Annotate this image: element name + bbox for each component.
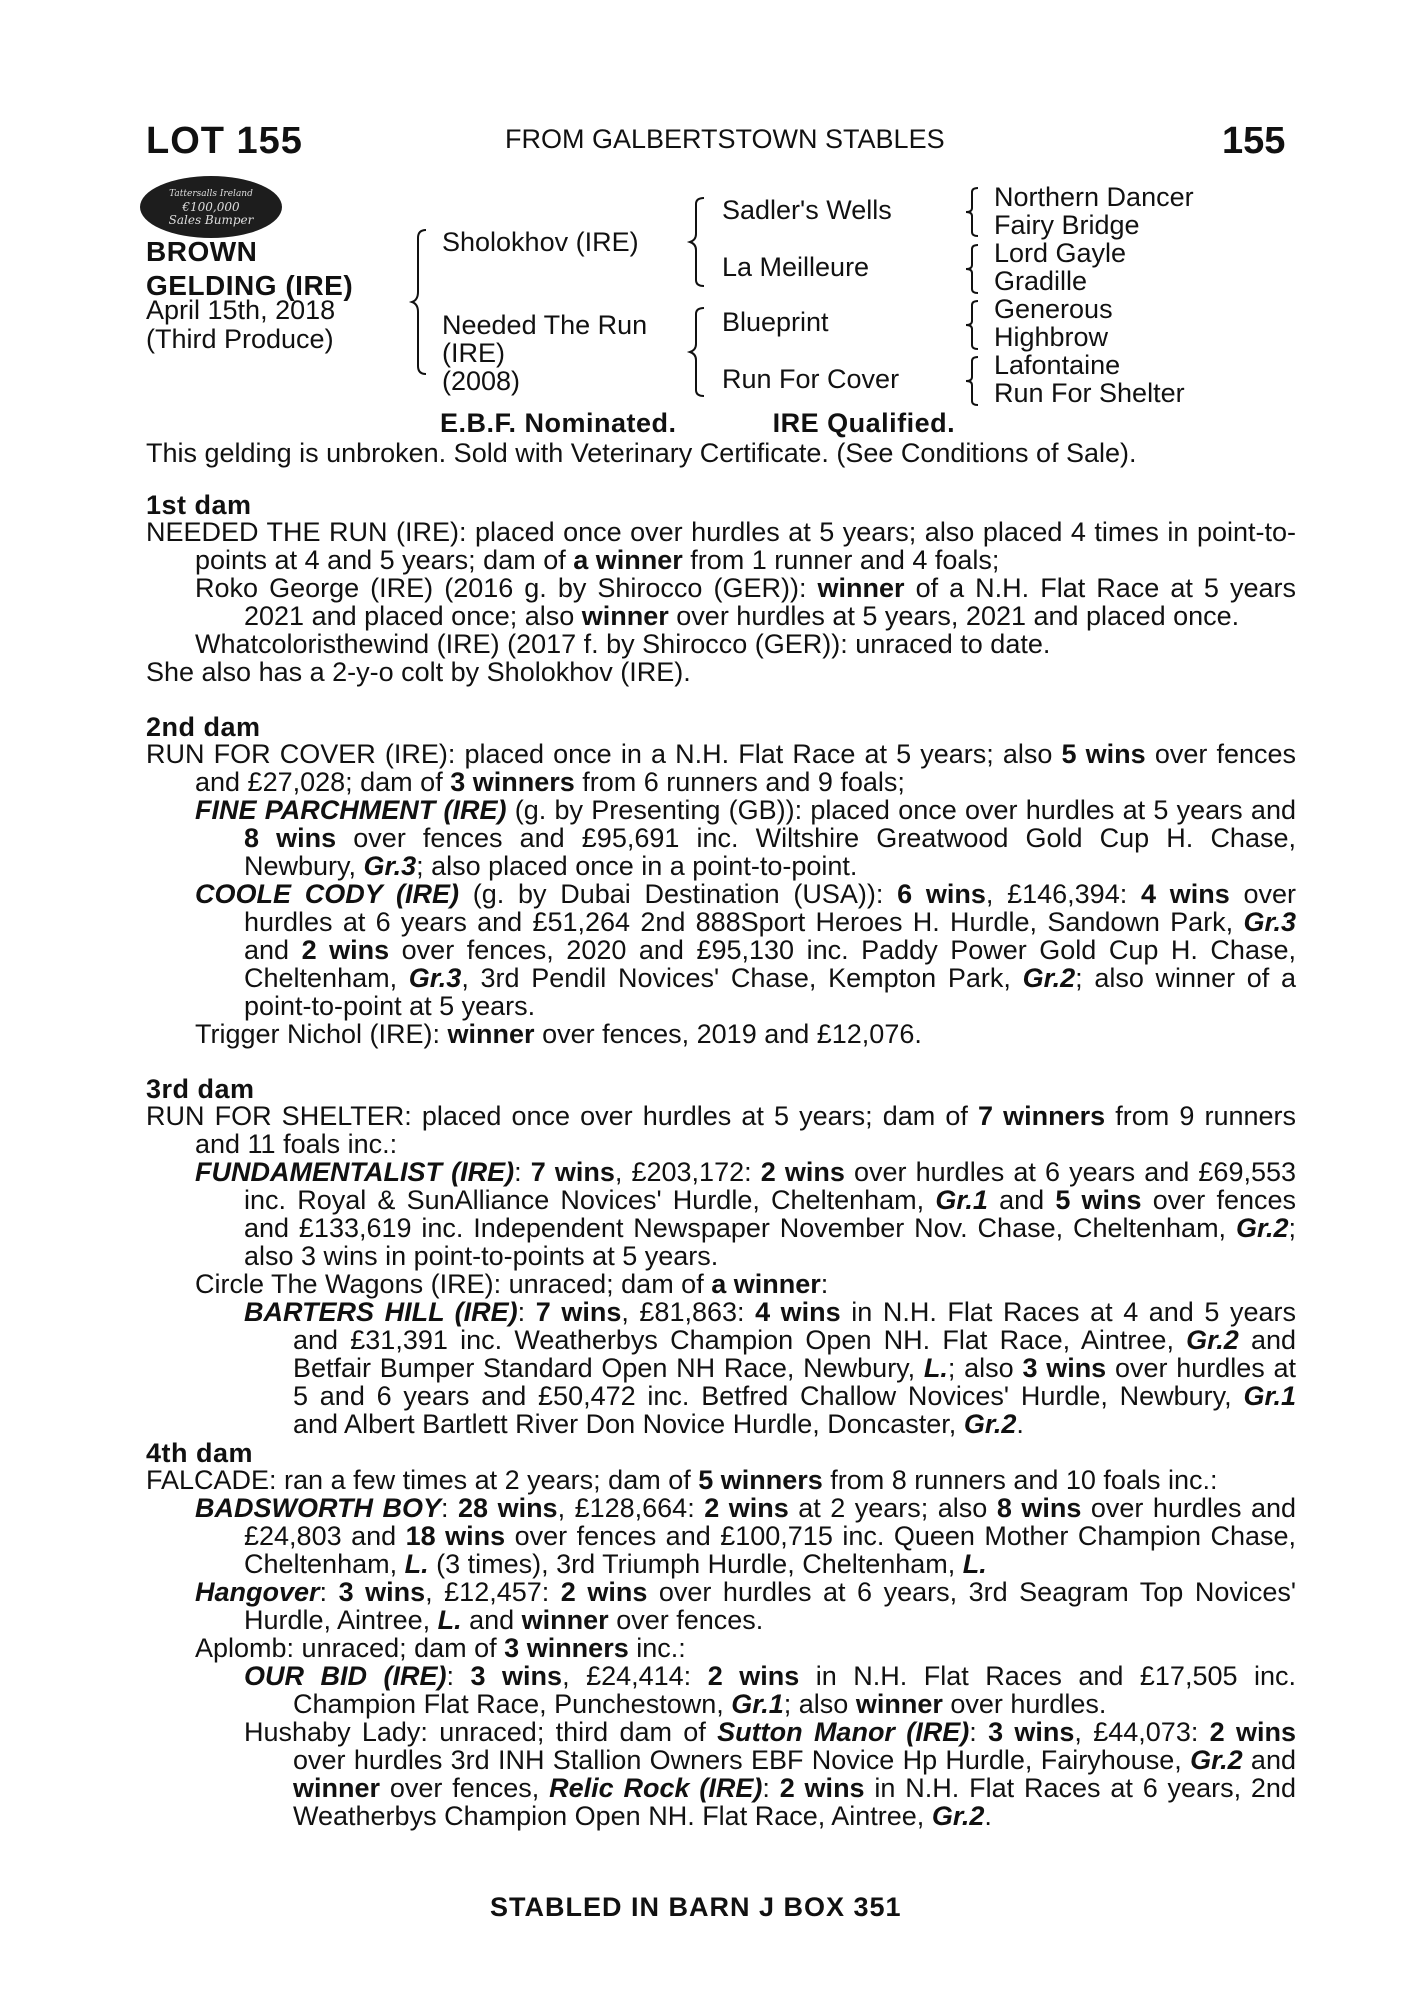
produce-number: (Third Produce) [146, 324, 334, 354]
sire-sire-sire: Northern Dancer [994, 182, 1194, 212]
second-dam-produce-3: Trigger Nichol (IRE): winner over fences, 2019 and £12,076. [195, 1019, 922, 1049]
sales-bumper-logo [140, 176, 282, 238]
third-dam-summary: RUN FOR SHELTER: placed once over hurdles at 5 years; dam of 7 winners from 9 runners and 11 foals inc.: [146, 1101, 1296, 1159]
fourth-dam-heading: 4th dam [146, 1438, 254, 1468]
nominations [440, 408, 955, 439]
first-dam-heading: 1st dam [146, 490, 252, 520]
dam-dam: Run For Cover [722, 364, 900, 394]
dam-dam-sire: Lafontaine [994, 350, 1121, 380]
horse-description [146, 235, 353, 303]
pedigree-brace-3c [966, 299, 982, 351]
pedigree-brace-3b [966, 243, 982, 295]
dam-name-line1: Needed The Run [442, 310, 648, 340]
dam-sire-sire: Generous [994, 294, 1113, 324]
badge-line2: €100,000 [182, 199, 240, 214]
badge-line1: Tattersalls Ireland [169, 188, 253, 199]
first-dam-produce-1: Roko George (IRE) (2016 g. by Shirocco (GER)): winner of a N.H. Flat Race at 5 years 2021 and placed once; also winner over hurdles at 5 years, 2021 and placed once. [195, 573, 1296, 631]
badge-line3: Sales Bumper [168, 212, 254, 227]
foaling-info [146, 296, 335, 354]
sire-dam-dam: Gradille [994, 266, 1088, 296]
fourth-dam-grandproduce-2: Hushaby Lady: unraced; third dam of Sutton Manor (IRE): 3 wins, £44,073: 2 wins over hurdles 3rd INH Stallion Owners EBF Novice Hp Hurdle, Fairyhouse, Gr.2 and winner over fences, Relic Rock (IRE): 2 wins in N.H. Flat Races at 6 years, 2nd Weatherbys Champion Open NH. Flat Race, Aintree, Gr.2. [244, 1717, 1296, 1831]
sire-sire-dam: Fairy Bridge [994, 210, 1140, 240]
second-dam-summary: RUN FOR COVER (IRE): placed once in a N.H. Flat Race at 5 years; also 5 wins over fences and £27,028; dam of 3 winners from 6 runners and 9 foals; [146, 739, 1297, 797]
first-dam-text [146, 518, 1296, 686]
first-dam-summary: NEEDED THE RUN (IRE): placed once over hurdles at 5 years; also placed 4 times in point-to-points at 4 and 5 years; dam of a winner from 1 runner and 4 foals; [146, 517, 1296, 575]
third-dam-produce-2: Circle The Wagons (IRE): unraced; dam of a winner: [195, 1269, 829, 1299]
sale-conditions-note: This gelding is unbroken. Sold with Veterinary Certificate. (See Conditions of Sale). [146, 438, 1137, 468]
fourth-dam-produce-2: Hangover: 3 wins, £12,457: 2 wins over hurdles at 6 years, 3rd Seagram Top Novices' Hurdle, Aintree, L. and winner over fences. [195, 1577, 1297, 1635]
pedigree-brace-2a [690, 196, 710, 288]
third-dam-produce-1: FUNDAMENTALIST (IRE): 7 wins, £203,172: 2 wins over hurdles at 6 years and £69,553 inc. Royal & SunAlliance Novices' Hurdle, Cheltenham, Gr.1 and 5 wins over fences and £133,619 inc. Independent Newspaper November Nov. Chase, Cheltenham, Gr.2; also 3 wins in point-to-points at 5 years. [195, 1157, 1297, 1271]
third-dam-heading: 3rd dam [146, 1074, 255, 1104]
ebf-nominated: E.B.F. Nominated. [440, 408, 677, 438]
stables-label: FROM GALBERTSTOWN STABLES [505, 124, 945, 154]
sire-dam: La Meilleure [722, 252, 870, 282]
pedigree-brace-2b [690, 306, 710, 398]
horse-colour: BROWN [146, 236, 258, 267]
second-dam-text [146, 740, 1296, 1048]
fourth-dam-text [146, 1466, 1296, 1830]
ire-qualified: IRE Qualified. [772, 408, 956, 438]
fourth-dam-grandproduce-1: OUR BID (IRE): 3 wins, £24,414: 2 wins in N.H. Flat Races and £17,505 inc. Champion Flat Race, Punchestown, Gr.1; also winner over hurdles. [244, 1661, 1297, 1719]
dam-name-line3: (2008) [442, 366, 521, 396]
third-dam-grandproduce-1: BARTERS HILL (IRE): 7 wins, £81,863: 4 wins in N.H. Flat Races at 4 and 5 years and £31,391 inc. Weatherbys Champion Open NH. Flat Race, Aintree, Gr.2 and Betfair Bumper Standard Open NH Race, Newbury, L.; also 3 wins over hurdles at 5 and 6 years and £50,472 inc. Betfred Challow Novices' Hurdle, Newbury, Gr.1 and Albert Bartlett River Don Novice Hurdle, Doncaster, Gr.2. [244, 1297, 1297, 1439]
fourth-dam-produce-3: Aplomb: unraced; dam of 3 winners inc.: [195, 1633, 686, 1663]
second-dam-produce-2: COOLE CODY (IRE) (g. by Dubai Destination (USA)): 6 wins, £146,394: 4 wins over hurdles at 6 years and £51,264 2nd 888Sport Heroes H. Hurdle, Sandown Park, Gr.3 and 2 wins over fences, 2020 and £95,130 inc. Paddy Power Gold Cup H. Chase, Cheltenham, Gr.3, 3rd Pendil Novices' Chase, Kempton Park, Gr.2; also winner of a point-to-point at 5 years. [195, 879, 1297, 1021]
sire-sire: Sadler's Wells [722, 195, 892, 225]
first-dam-produce-3: She also has a 2-y-o colt by Sholokhov (IRE). [146, 657, 691, 687]
sire-dam-sire: Lord Gayle [994, 238, 1127, 268]
lot-number: 155 [1222, 120, 1286, 162]
dam-dam-dam: Run For Shelter [994, 378, 1185, 408]
lot-label: LOT 155 [146, 120, 303, 162]
pedigree-brace-1 [412, 228, 432, 378]
stabling-location: STABLED IN BARN J BOX 351 [490, 1892, 902, 1922]
dam-sire: Blueprint [722, 307, 829, 337]
dam-sire-dam: Highbrow [994, 322, 1109, 352]
second-dam-produce-1: FINE PARCHMENT (IRE) (g. by Presenting (GB)): placed once over hurdles at 5 years and 8 wins over fences and £95,691 inc. Wiltshire Greatwood Gold Cup H. Chase, Newbury, Gr.3; also placed once in a point-to-point. [195, 795, 1296, 881]
first-dam-produce-2: Whatcoloristhewind (IRE) (2017 f. by Shirocco (GER)): unraced to date. [195, 629, 1051, 659]
horse-sex: GELDING (IRE) [146, 270, 354, 301]
third-dam-text [146, 1102, 1296, 1438]
foaling-date: April 15th, 2018 [146, 295, 336, 325]
fourth-dam-produce-1: BADSWORTH BOY: 28 wins, £128,664: 2 wins at 2 years; also 8 wins over hurdles and £24,803 and 18 wins over fences and £100,715 inc. Queen Mother Champion Chase, Cheltenham, L. (3 times), 3rd Triumph Hurdle, Cheltenham, L. [195, 1493, 1296, 1579]
pedigree-brace-3d [966, 355, 982, 407]
dam-name-line2: (IRE) [442, 338, 505, 368]
fourth-dam-summary: FALCADE: ran a few times at 2 years; dam of 5 winners from 8 runners and 10 foals inc.: [146, 1465, 1218, 1495]
second-dam-heading: 2nd dam [146, 712, 261, 742]
pedigree-brace-3a [966, 186, 982, 238]
sire-name: Sholokhov (IRE) [442, 227, 639, 257]
